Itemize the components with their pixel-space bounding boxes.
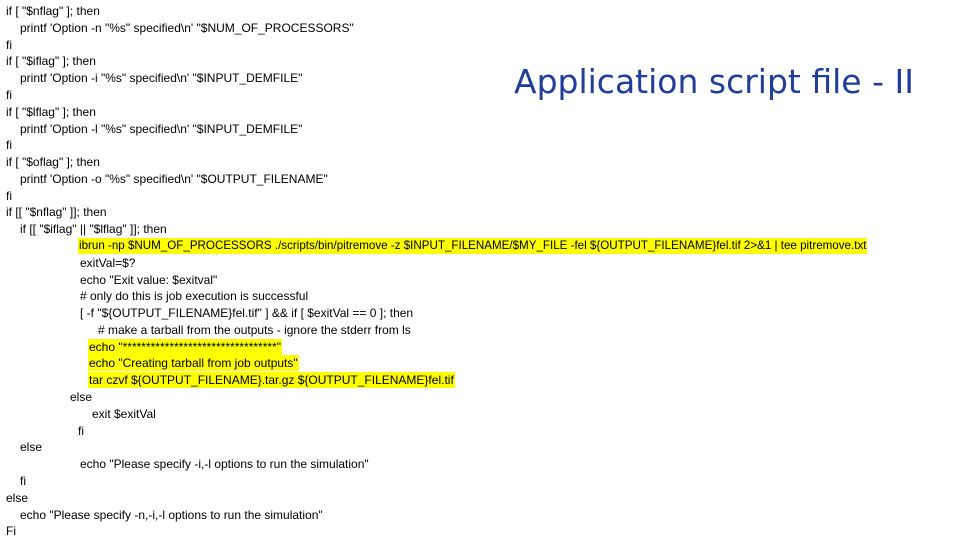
- code-line: else: [20, 440, 43, 454]
- code-line-highlighted: echo "*********************************": [89, 340, 281, 354]
- code-line: echo "Exit value: $exitval": [80, 273, 218, 287]
- code-line: if [[ "$iflag" || "$lflag" ]]; then: [20, 222, 167, 236]
- code-line: fi: [6, 138, 12, 152]
- code-line: printf 'Option -n "%s" specified\n' "$NUM_OF_PROCESSORS": [20, 21, 354, 35]
- code-line: printf 'Option -l "%s" specified\n' "$INPUT_DEMFILE": [20, 122, 303, 136]
- code-line: printf 'Option -o "%s" specified\n' "$OUTPUT_FILENAME": [20, 172, 328, 186]
- code-line-highlighted: echo "Creating tarball from job outputs": [89, 356, 298, 370]
- code-line: echo "Please specify -i,-l options to run the simulation": [80, 457, 369, 471]
- code-line: exitVal=$?: [80, 256, 136, 270]
- code-line: else: [6, 491, 29, 505]
- code-line: exit $exitVal: [92, 407, 156, 421]
- code-line: if [ "$nflag" ]; then: [6, 4, 100, 18]
- code-line: fi: [6, 88, 12, 102]
- code-line: if [[ "$nflag" ]]; then: [6, 205, 107, 219]
- code-line: echo "Please specify -n,-i,-l options to run the simulation": [20, 508, 323, 522]
- code-line-highlighted: tar czvf ${OUTPUT_FILENAME}.tar.gz ${OUTPUT_FILENAME}fel.tif: [89, 373, 454, 387]
- code-line: Fi: [6, 524, 16, 538]
- code-line: printf 'Option -i "%s" specified\n' "$INPUT_DEMFILE": [20, 71, 303, 85]
- code-line: if [ "$oflag" ]; then: [6, 155, 100, 169]
- code-line: if [ "$lflag" ]; then: [6, 105, 96, 119]
- code-line: # make a tarball from the outputs - ignore the stderr from ls: [98, 323, 411, 337]
- code-line: # only do this is job execution is successful: [80, 289, 309, 303]
- code-line: fi: [78, 424, 84, 438]
- code-line: if [ "$iflag" ]; then: [6, 54, 96, 68]
- code-line: fi: [6, 38, 12, 52]
- code-line: fi: [6, 189, 12, 203]
- slide-title: Application script file - II: [514, 62, 914, 101]
- code-line-highlighted: ibrun -np $NUM_OF_PROCESSORS ./scripts/bin/pitremove -z $INPUT_FILENAME/$MY_FILE -fel ${OUTPUT_FILENAME}fel.tif 2>&1 | tee pitremove.txt: [79, 239, 867, 252]
- code-line: [ -f "${OUTPUT_FILENAME}fel.tif" ] && if [ $exitVal == 0 ]; then: [80, 306, 414, 320]
- code-line: else: [70, 390, 93, 404]
- code-line: fi: [20, 474, 26, 488]
